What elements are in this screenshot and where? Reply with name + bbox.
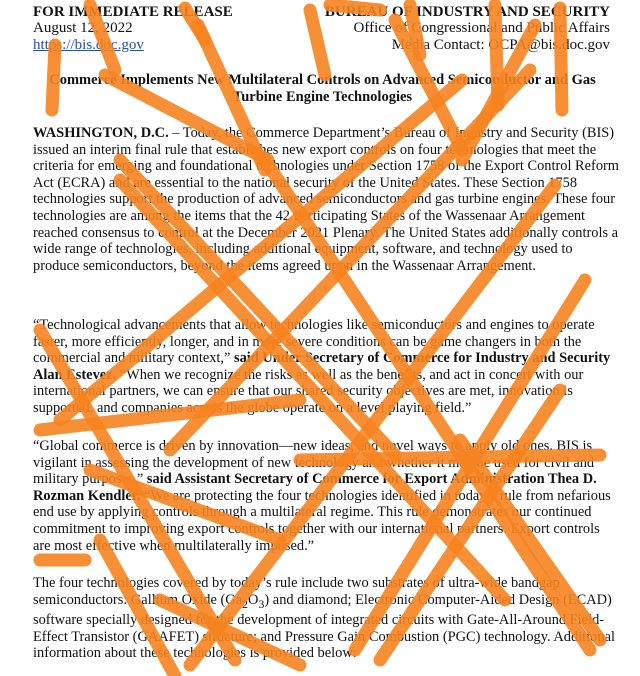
technologies-text-b: O — [248, 591, 259, 608]
subscript-2: 2 — [242, 596, 249, 611]
technologies-text-a: The four technologies covered by today’s rule include two substrates of ultra-wide bandgap semiconductors: Gallium Oxide (Ga — [33, 575, 560, 608]
bis-website-link[interactable]: https://bis.doc.gov — [33, 37, 144, 53]
paragraph-technologies — [33, 575, 619, 662]
quote-kendler-part-a: “Global commerce is driven by innovation—new ideas, and novel ways to apply old ones. BIS is vigilant in assessing the development of new technology and whether it may be used for civil and military purposes,” — [33, 438, 595, 488]
paragraph-intro — [33, 125, 619, 274]
subscript-3: 3 — [258, 596, 265, 611]
speaker-kendler: said Assistant Secretary of Commerce for Export Administration Thea D. Rozman Kendler. — [33, 471, 597, 504]
paragraph-kendler-quote — [33, 438, 619, 554]
agency-name: BUREAU OF INDUSTRY AND SECURITY — [324, 4, 610, 20]
scribble-stroke — [310, 10, 325, 75]
quote-estevez-part-a: “Technological advancements that allow technologies like semiconductors and engines to operate faster, more efficiently, longer, and in more severe conditions can be game changers in both the commercial and military context,” — [33, 317, 595, 367]
paragraph-estevez-quote — [33, 317, 619, 417]
release-date: August 12, 2022 — [33, 20, 133, 36]
paragraph-intro-text: – Today, the Commerce Department’s Bureau of Industry and Security (BIS) issued an interim final rule that establishes new export controls on four technologies that meet the criteria for emerging and foundational technologies under Section 1758 of the Export Control Reform Act (ECRA) and are essential to the national security of the United States. These Section 1758 technologies support the production of advanced semiconductors and gas turbine engines. These four technologies are among the items that the 42 Participating States of the Wassenaar Arrangement reached consensus to control at the December 2021 Plenary. The United States additionally controls a wide range of technologies, including additional equipment, software, and technology used to produce semiconductors, beyond the items agreed upon in the Wassenaar Arrangement. — [33, 125, 619, 274]
media-contact-text: Media Contact: OCPA@bis.doc.gov — [391, 37, 610, 53]
office-name: Office of Congressional and Public Affairs — [353, 20, 610, 36]
technologies-text-c: ) and diamond; Electronic Computer-Aided Design (ECAD) software specially designed for the development of integrated circuits with Gate-All-Around Field-Effect Transistor (GAAFET) structure; and Pressure Gain Combustion (PGC) technology. Additional information about these technologies is provided below: — [33, 591, 615, 662]
release-label: FOR IMMEDIATE RELEASE — [33, 4, 233, 20]
dateline: WASHINGTON, D.C. — [33, 125, 169, 141]
speaker-estevez: said Under Secretary of Commerce for Industry and Security Alan Estevez. — [33, 350, 611, 383]
quote-kendler-part-b: “We are protecting the four technologies identified in today’s rule from nefarious end use by applying controls through a multilateral regime. This rule demonstrates our continued commitment to improving export controls together with our international partners. Export controls are most effective when multilaterally imposed.” — [33, 487, 611, 554]
media-contact — [392, 37, 610, 53]
quote-estevez-part-b: “When we recognize the risks as well as the benefits, and act in concert with our international partners, we can ensure that our shared security objectives are met, innovation is supported, and companies across the globe operate on a level playing field.” — [33, 366, 584, 416]
press-release-title: Commerce Implements New Multilateral Controls on Advanced Semiconductor and Gas Turbine Engine Technologies — [49, 72, 596, 105]
